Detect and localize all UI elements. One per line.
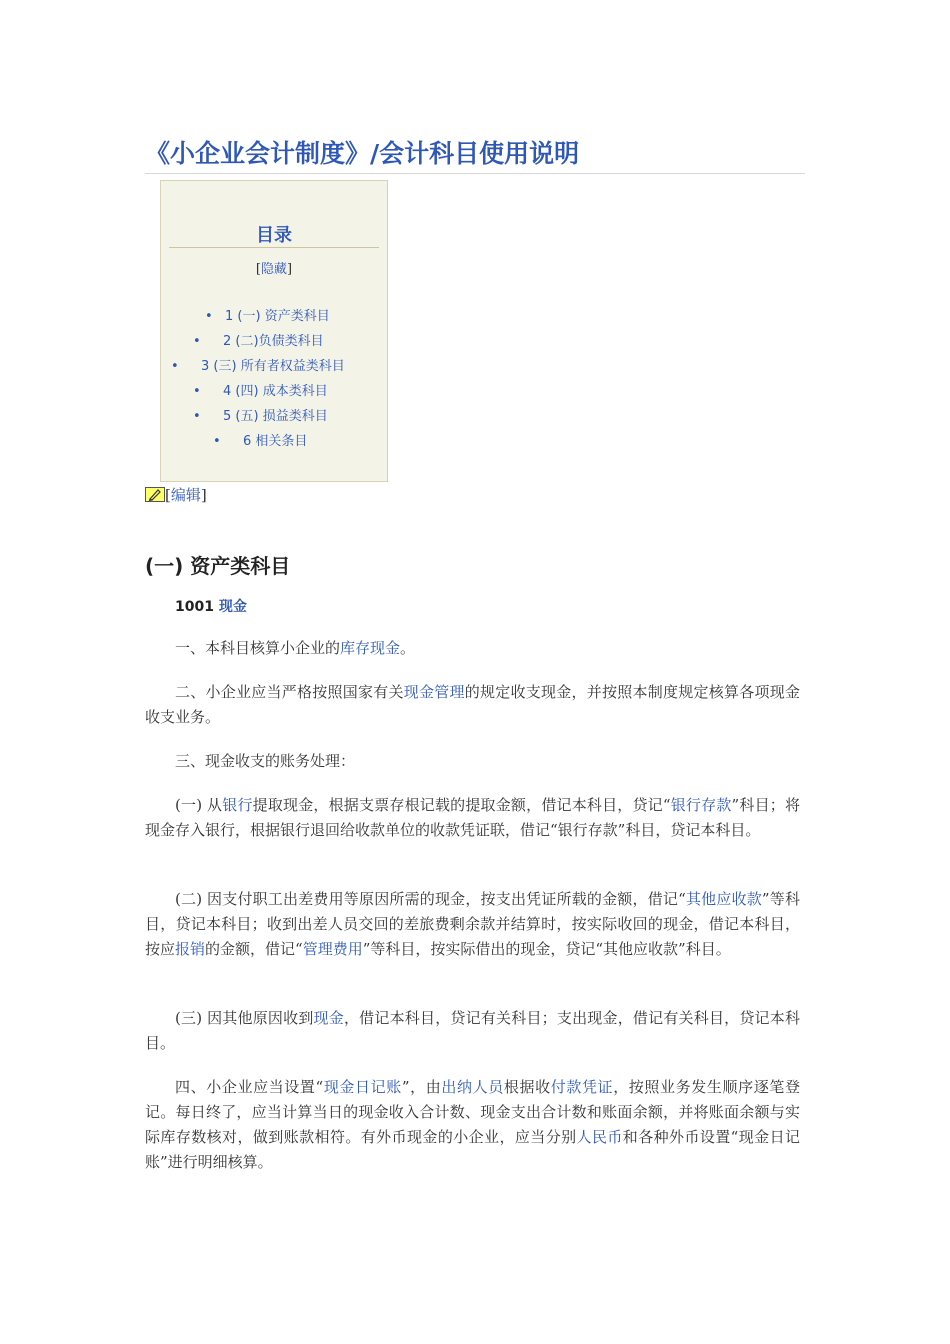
toc-item-number: 3: [201, 359, 210, 374]
toc-item-label: (三) 所有者权益类科目: [213, 359, 345, 374]
paragraph-4: [145, 793, 800, 843]
toc-item-number: 5: [223, 409, 232, 424]
paragraph-text: 根据收: [503, 1078, 551, 1096]
paragraph-text: (一) 从: [175, 796, 223, 814]
toc-item-label: 相关条目: [255, 434, 308, 449]
edit-pencil-icon[interactable]: [145, 487, 165, 502]
paragraph-2: [145, 680, 800, 730]
paragraph-text: 和各种外币设置“现金日记账”进行明细核算。: [145, 1128, 800, 1171]
paragraph-3: [145, 749, 800, 774]
account-code: 1001: [175, 599, 214, 615]
inline-link[interactable]: 报销: [175, 940, 206, 958]
paragraph-text: ”等科目，按实际借出的现金，贷记“其他应收款”科目。: [362, 940, 731, 958]
paragraph-text: 。: [400, 639, 416, 657]
paragraph-text: 一、本科目核算小企业的: [175, 639, 341, 657]
inline-link[interactable]: 出纳人员: [441, 1078, 504, 1096]
paragraph-5: [145, 887, 800, 962]
inline-link[interactable]: 现金: [313, 1009, 344, 1027]
paragraph-text: ，借记本科目，贷记有关科目；支出现金，借记有关科目，贷记本科目。: [145, 1009, 800, 1052]
toc-item-number: 2: [223, 334, 232, 349]
inline-link[interactable]: 其他应收款: [685, 890, 762, 908]
toc-item-1[interactable]: [205, 305, 330, 324]
toc-item-number: 1: [225, 309, 234, 324]
toc-hide-link[interactable]: 隐藏: [260, 262, 287, 277]
toc-item-label: (五) 损益类科目: [235, 409, 328, 424]
toc-heading: 目录: [256, 225, 292, 246]
toc-item-3[interactable]: [171, 355, 345, 374]
title-divider: [145, 173, 805, 174]
toc-item-number: 4: [223, 384, 232, 399]
paragraph-text: 三、现金收支的账务处理：: [175, 752, 356, 770]
inline-link[interactable]: 现金管理: [403, 683, 465, 701]
toc-item-5[interactable]: [193, 405, 328, 424]
account-heading: [175, 596, 247, 616]
edit-section: [145, 484, 207, 505]
inline-link[interactable]: 现金日记账: [323, 1078, 402, 1096]
edit-link[interactable]: 编辑: [170, 486, 201, 504]
paragraph-text: 的规定收支现金，并按照本制度规定核算各项现金收支业务。: [145, 683, 800, 726]
inline-link[interactable]: 人民币: [576, 1128, 623, 1146]
edit-close: ]: [200, 486, 207, 504]
account-name-link[interactable]: 现金: [218, 599, 247, 615]
toc-item-label: (四) 成本类科目: [235, 384, 328, 399]
bullet-icon: •: [193, 409, 201, 424]
paragraph-7: [145, 1075, 800, 1175]
paragraph-text: 四、小企业应当设置“: [175, 1078, 324, 1096]
paragraph-6: [145, 1006, 800, 1056]
toc-item-6[interactable]: [213, 430, 307, 449]
paragraph-1: [145, 636, 800, 661]
edit-open: [: [165, 486, 171, 504]
bullet-icon: •: [193, 334, 201, 349]
paragraph-text: ”科目；将现金存入银行，根据银行退回给收款单位的收款凭证联，借记“银行存款”科目，贷记本科目。: [145, 796, 800, 839]
inline-link[interactable]: 付款凭证: [550, 1078, 614, 1096]
inline-link[interactable]: 库存现金: [340, 639, 401, 657]
toc-item-number: 6: [243, 434, 252, 449]
toc-item-label: (一) 资产类科目: [237, 309, 330, 324]
paragraph-text: 二、小企业应当严格按照国家有关: [175, 683, 404, 701]
inline-link[interactable]: 管理费用: [302, 940, 363, 958]
bullet-icon: •: [213, 434, 221, 449]
paragraph-text: 的金额，借记“: [205, 940, 303, 958]
paragraph-text: (二) 因支付职工出差费用等原因所需的现金，按支出凭证所载的金额，借记“: [175, 890, 686, 908]
page-title: 《小企业会计制度》/会计科目使用说明: [145, 139, 580, 168]
toc-toggle-open: [: [255, 262, 261, 277]
paragraph-text: (三) 因其他原因收到: [175, 1009, 314, 1027]
toc-item-label: (二)负债类科目: [235, 334, 324, 349]
toc-toggle[interactable]: [161, 258, 387, 277]
inline-link[interactable]: 银行存款: [670, 796, 732, 814]
bullet-icon: •: [205, 309, 213, 324]
paragraph-text: ，按照业务发生顺序逐笔登记。每日终了，应当计算当日的现金收入合计数、现金支出合计数和账面余额，并将账面余额与实际库存数核对，做到账款相符。有外币现金的小企业，应当分别: [145, 1078, 800, 1146]
paragraph-text: ”，由: [401, 1078, 442, 1096]
bullet-icon: •: [171, 359, 179, 374]
toc-toggle-close: ]: [287, 262, 293, 277]
toc-divider: [169, 247, 379, 248]
toc-item-4[interactable]: [193, 380, 328, 399]
bullet-icon: •: [193, 384, 201, 399]
paragraph-text: 提取现金，根据支票存根记载的提取金额，借记本科目，贷记“: [252, 796, 671, 814]
table-of-contents: [160, 180, 388, 482]
inline-link[interactable]: 银行: [222, 796, 253, 814]
section-heading: (一) 资产类科目: [145, 554, 291, 578]
toc-item-2[interactable]: [193, 330, 324, 349]
paragraph-text: ”等科目，贷记本科目；收到出差人员交回的差旅费剩余款并结算时，按实际收回的现金，借记本科目，按应: [145, 890, 800, 958]
